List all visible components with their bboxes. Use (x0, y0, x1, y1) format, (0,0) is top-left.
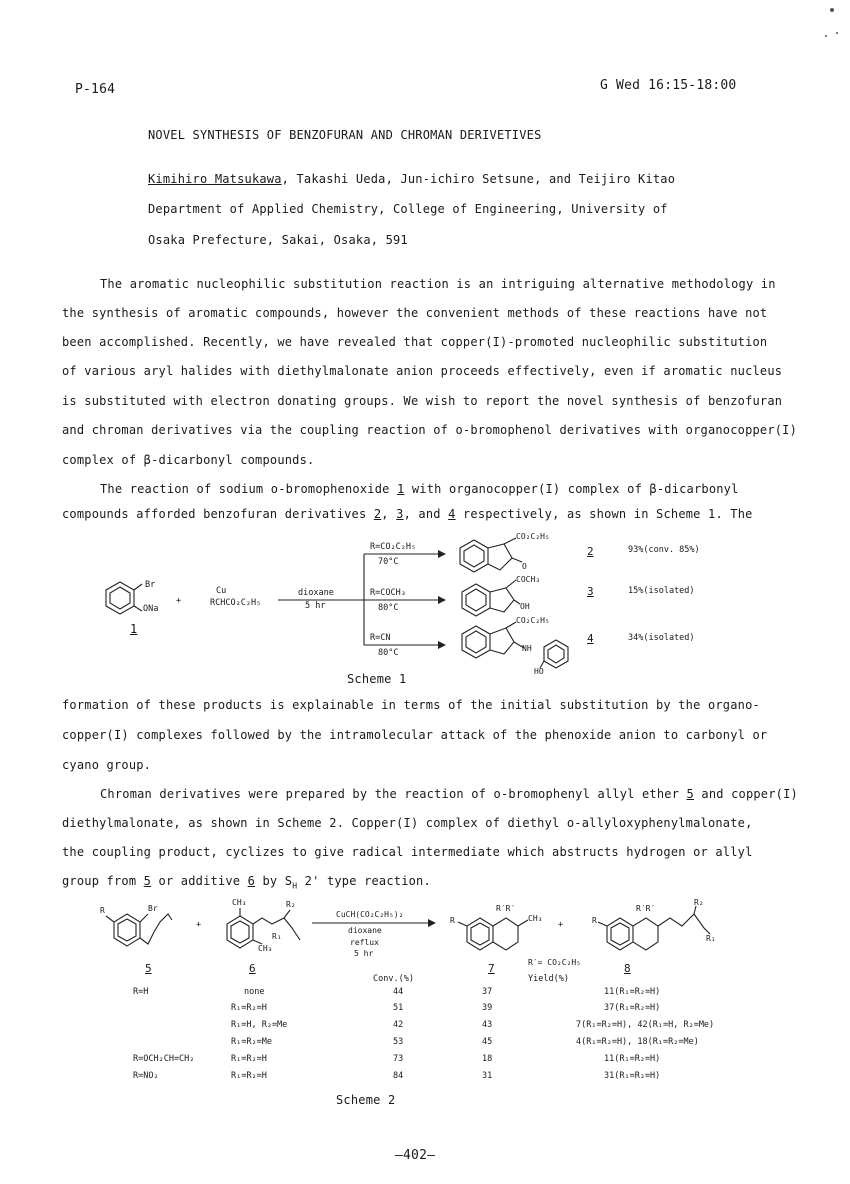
table-row-yield8: 7(R₁=R₂=H), 42(R₁=H, R₂=Me) (576, 1020, 715, 1030)
scheme1-temp2: 80°C (378, 603, 399, 613)
compound6-ch3b: CH₃ (258, 944, 273, 953)
scheme2-solvent: dioxane (348, 926, 382, 935)
scheme1-temp1: 70°C (378, 557, 399, 567)
product2-substituent: CO₂C₂H₅ (516, 532, 550, 541)
product2-ring (460, 540, 488, 572)
scheme2-label-5: 5 (145, 962, 152, 975)
page-number: —402— (395, 1148, 436, 1163)
compound8-side-chain (658, 914, 710, 934)
scheme2-plus-2: + (558, 920, 564, 930)
table-row-additive: R₁=H, R₂=Me (231, 1020, 288, 1030)
table-row-yield7: 31 (482, 1071, 493, 1081)
table-row-conv: 44 (393, 987, 404, 997)
table-row-r: R=OCH₂CH=CH₂ (133, 1054, 195, 1064)
scheme1-time: 5 hr (305, 601, 326, 611)
compound8-ring (607, 918, 633, 950)
compound7-r-bond (458, 922, 467, 926)
product4-aryl-ring-inner (548, 645, 564, 663)
scheme1-sm-number: 1 (130, 622, 138, 636)
scheme1-sm-br-bond (134, 584, 142, 590)
compound-ref: 5 (686, 787, 694, 801)
compound8-r2-bond (694, 906, 696, 914)
compound5-ring-inner (118, 919, 136, 941)
product4-ring (462, 626, 490, 658)
para3-line: formation of these products is explainable in terms of the initial substitution by the organo- (62, 698, 760, 712)
product2-yield: 93%(conv. 85%) (628, 545, 700, 555)
para1-line: of various aryl halides with diethylmalonate anion proceeds effectively, even if aromatic nucleus (62, 364, 783, 378)
compound8-r-bond (598, 922, 607, 926)
scheme2-condition: reflux (350, 938, 379, 947)
table-row-yield7: 37 (482, 987, 493, 997)
compound-ref: 5 (143, 874, 152, 888)
compound7-ch3: CH₃ (528, 914, 543, 923)
scheme2-r-definition: R′= CO₂C₂H₅ (528, 958, 581, 967)
table-row-additive: R₁=R₂=H (231, 1071, 267, 1081)
arrowhead (428, 919, 436, 927)
table-row-conv: 42 (393, 1020, 404, 1030)
table-row-yield7: 39 (482, 1003, 493, 1013)
para1-line: and chroman derivatives via the coupling reaction of o-bromophenol derivatives with organocopper(I) (62, 423, 798, 437)
compound6-r2: R₂ (286, 900, 296, 909)
para3-line: cyano group. (62, 758, 152, 772)
product3-acyl-bond (506, 580, 516, 588)
table-row-conv: 73 (393, 1054, 404, 1064)
compound8-r: R (592, 916, 597, 925)
compound8-r2: R₂ (694, 898, 704, 907)
table-row-yield7: 43 (482, 1020, 493, 1030)
scheme1-r2: R=COCH₃ (370, 588, 406, 598)
compound5-br: Br (148, 904, 158, 913)
compound7-ring-inner (471, 923, 489, 945)
compound5-r-bond (106, 916, 114, 922)
compound-ref: 3 (396, 507, 404, 521)
product4-nh: NH (522, 644, 532, 653)
product2-number: 2 (587, 545, 594, 558)
compound5-r: R (100, 906, 105, 915)
product3-yield: 15%(isolated) (628, 586, 695, 596)
para1-line: The aromatic nucleophilic substitution reaction is an intriguing alternative methodology in (100, 277, 776, 291)
table-row-conv: 53 (393, 1037, 404, 1047)
scheme1-caption: Scheme 1 (347, 672, 407, 686)
scheme2-reagent: CuCH(CO₂C₂H₅)₂ (336, 910, 404, 919)
product3-ring (462, 584, 490, 616)
product4-number: 4 (587, 632, 594, 645)
scheme1-sm-ona: ONa (143, 604, 159, 614)
scan-speck (836, 32, 838, 34)
product3-substituent: COCH₃ (516, 575, 541, 584)
scheme2-caption: Scheme 2 (336, 1093, 396, 1107)
scheme1-reagent: RCHCO₂C₂H₅ (210, 598, 262, 608)
table-row-yield7: 45 (482, 1037, 493, 1047)
compound8-pyran (633, 918, 658, 950)
compound5-br-bond (140, 914, 148, 922)
col-yield-header: Yield(%) (528, 974, 569, 984)
table-row-yield8: 37(R₁=R₂=H) (604, 1003, 661, 1013)
table-row-yield8: 11(R₁=R₂=H) (604, 987, 661, 997)
compound7-ring (467, 918, 493, 950)
scheme2-plus-1: + (196, 920, 202, 930)
para3-line: copper(I) complexes followed by the intramolecular attack of the phenoxide anion to carbonyl or (62, 728, 768, 742)
scheme1-reagent-cu: Cu (216, 586, 227, 596)
product4-furan (490, 628, 514, 654)
table-row-conv: 51 (393, 1003, 404, 1013)
para4-line: the coupling product, cyclizes to give radical intermediate which abstructs hydrogen or allyl (62, 845, 753, 859)
compound5-allyl (140, 914, 172, 944)
product4-substituent: CO₂C₂H₅ (516, 616, 550, 625)
para2-line: The reaction of sodium o-bromophenoxide 1 with organocopper(I) complex of β-dicarbonyl (100, 482, 739, 496)
product4-ring-inner (466, 631, 486, 653)
scheme1-plus: + (176, 596, 182, 606)
para4-line: Chroman derivatives were prepared by the reaction of o-bromophenyl allyl ether 5 and copper(I) (100, 787, 798, 801)
product2-furan (488, 544, 512, 570)
page-code: P-164 (75, 82, 116, 97)
compound8-r1: R₁ (706, 934, 716, 943)
col-conv-header: Conv.(%) (373, 974, 414, 984)
para4-line: diethylmalonate, as shown in Scheme 2. Copper(I) complex of diethyl o-allyloxyphenylmalonate, (62, 816, 753, 830)
scheme1-solvent: dioxane (298, 588, 334, 598)
arrowhead (438, 550, 446, 558)
table-row-r: R=H (133, 987, 149, 997)
table-row-additive: R₁=R₂=H (231, 1003, 267, 1013)
scheme1-sm-br: Br (145, 580, 156, 590)
scheme1-temp3: 80°C (378, 648, 399, 658)
product4-yield: 34%(isolated) (628, 633, 695, 643)
compound-ref: 6 (247, 874, 256, 888)
compound8-rr: R′R′ (636, 904, 656, 913)
arrowhead (438, 596, 446, 604)
product3-ring-inner (466, 589, 486, 611)
scheme2-label-6: 6 (249, 962, 256, 975)
table-row-yield8: 4(R₁=R₂=H), 18(R₁=R₂=Me) (576, 1037, 699, 1047)
scheme2-time: 5 hr (354, 949, 374, 958)
compound-ref: 1 (396, 482, 405, 496)
scheme2-label-8: 8 (624, 962, 631, 975)
author-line (148, 172, 675, 186)
affiliation-line-2: Osaka Prefecture, Sakai, Osaka, 591 (148, 233, 408, 247)
product2-o: O (522, 562, 527, 571)
session-time: G Wed 16:15-18:00 (600, 78, 737, 93)
para2-line: compounds afforded benzofuran derivatives 2, 3, and 4 respectively, as shown in Scheme 1. The (62, 507, 753, 521)
table-row-yield7: 18 (482, 1054, 493, 1064)
compound6-r2-bond (284, 910, 290, 918)
scheme1-r1: R=CO₂C₂H₅ (370, 542, 417, 552)
product2-carbonyl (512, 558, 522, 562)
product3-oh: OH (520, 602, 530, 611)
para1-line: the synthesis of aromatic compounds, however the convenient methods of these reactions have not (62, 306, 768, 320)
scheme1-r3: R=CN (370, 633, 391, 643)
paper-title: NOVEL SYNTHESIS OF BENZOFURAN AND CHROMAN DERIVETIVES (148, 128, 542, 142)
scan-speck (825, 35, 827, 37)
compound8-ring-inner (611, 923, 629, 945)
presenting-author: Kimihiro Matsukawa (148, 172, 282, 186)
product4-ester-bond (506, 622, 516, 628)
product2-substituent-bond (504, 538, 516, 544)
table-row-r: R=NO₂ (133, 1071, 159, 1081)
scheme2-label-7: 7 (488, 962, 495, 975)
table-row-additive: R₁=R₂=H (231, 1054, 267, 1064)
compound6-ring-inner (231, 921, 249, 943)
para1-line: is substituted with electron donating groups. We wish to report the novel synthesis of benzofuran (62, 394, 783, 408)
compound-ref: 2 (373, 507, 382, 521)
affiliation-line-1: Department of Applied Chemistry, College of Engineering, University of (148, 202, 668, 216)
table-row-yield8: 31(R₁=R₂=H) (604, 1071, 661, 1081)
arrowhead (438, 641, 446, 649)
compound7-pyran (493, 918, 518, 950)
compound5-ring (114, 914, 140, 946)
compound7-ch3-bond (518, 920, 528, 926)
para4-line: group from 5 or additive 6 by $S_H$ 2' type reaction. (62, 874, 431, 891)
scheme1-sm-ring (106, 582, 134, 614)
scan-speck (830, 8, 834, 12)
product3-number: 3 (587, 585, 594, 598)
product4-ho: HO (534, 667, 544, 676)
table-row-conv: 84 (393, 1071, 404, 1081)
table-row-yield8: 11(R₁=R₂=H) (604, 1054, 661, 1064)
para1-line: complex of β-dicarbonyl compounds. (62, 453, 315, 467)
compound6-r1: R₁ (272, 932, 282, 941)
co-authors: , Takashi Ueda, Jun-ichiro Setsune, and Teijiro Kitao (281, 172, 676, 186)
table-row-additive: R₁=R₂=Me (231, 1037, 272, 1047)
compound6-ch3: CH₃ (232, 898, 247, 907)
scheme1-sm-ring-inner (110, 587, 130, 609)
compound7-rr: R′R′ (496, 904, 516, 913)
compound-ref: 4 (448, 507, 456, 521)
table-row-additive: none (244, 987, 265, 997)
product3-furan (490, 588, 514, 612)
product2-ring-inner (464, 545, 484, 567)
compound6-ring (227, 916, 253, 948)
compound7-r: R (450, 916, 455, 925)
product4-aryl-ring (544, 640, 568, 668)
scheme1-sm-o-bond (134, 606, 142, 611)
para1-line: been accomplished. Recently, we have revealed that copper(I)-promoted nucleophilic substitution (62, 335, 768, 349)
